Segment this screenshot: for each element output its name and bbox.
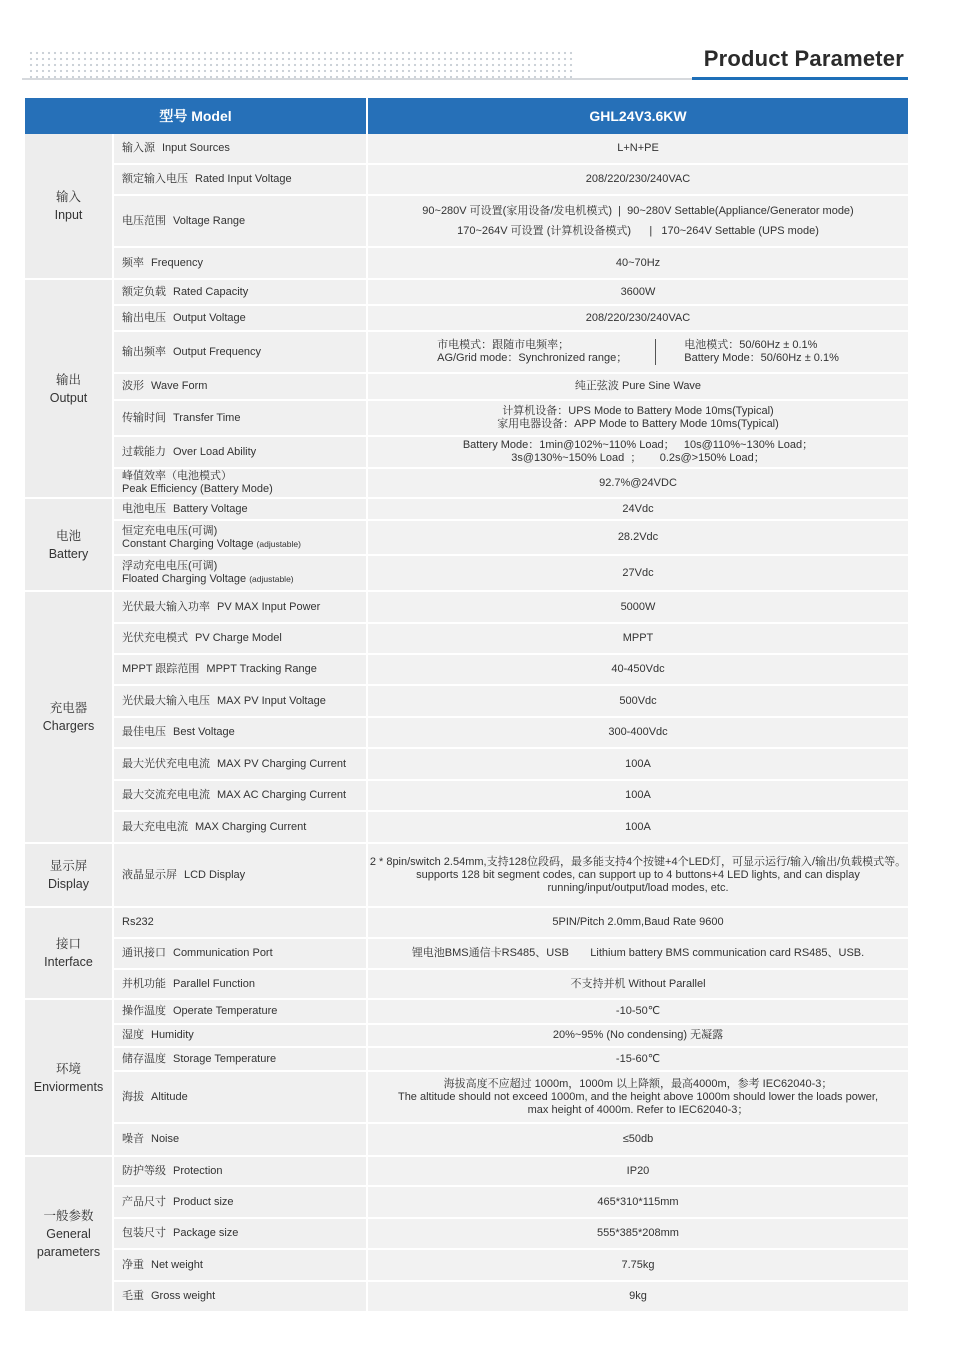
- group-label-cn: 环境: [55, 1061, 81, 1076]
- param-label: [113, 907, 367, 938]
- param-note: (adjustable): [249, 574, 294, 584]
- param-cn: 输入源: [122, 142, 155, 154]
- value-line: 170~264V 可设置 (计算机设备模式) | 170~264V Settable (UPS mode): [457, 225, 819, 237]
- param-en: Parallel Function: [173, 977, 255, 990]
- param-value: 20%~95% (No condensing) 无凝露: [367, 1024, 908, 1047]
- param-en: MAX PV Input Voltage: [217, 694, 326, 707]
- param-label: [113, 591, 367, 623]
- param-value: 24Vdc: [367, 498, 908, 520]
- table-row: [25, 843, 908, 907]
- param-value: [367, 436, 908, 468]
- param-en: Floated Charging Voltage: [122, 573, 247, 585]
- table-row: [25, 1249, 908, 1281]
- param-cn: 输出频率: [122, 345, 166, 358]
- value-line: Battery Mode：1min@102%~110% Load； 10s@110%~130% Load；: [462, 439, 814, 451]
- param-cn: 最大交流充电电流: [122, 789, 210, 801]
- param-label: [113, 164, 367, 195]
- param-label: [113, 1024, 367, 1047]
- param-label: [113, 748, 367, 780]
- param-cn: 湿度: [122, 1029, 144, 1041]
- group-interface: [25, 907, 113, 999]
- param-label: [113, 938, 367, 969]
- value-line: AG/Grid mode：Synchronized range；: [437, 352, 628, 364]
- param-en: Constant Charging Voltage: [122, 537, 254, 550]
- group-output: [25, 279, 113, 498]
- param-label: [113, 195, 367, 247]
- param-value: [367, 843, 908, 907]
- param-label: [113, 1047, 367, 1071]
- value-line: 90~280V 可设置(家用设备/发电机模式) | 90~280V Settable(Appliance/Generator mode): [422, 205, 854, 217]
- param-label: [113, 247, 367, 279]
- table-row: [25, 1047, 908, 1071]
- param-en: Package size: [173, 1227, 239, 1239]
- param-label: [113, 373, 367, 400]
- param-label: [113, 780, 367, 811]
- group-input: [25, 134, 113, 279]
- param-cn: 毛重: [122, 1290, 144, 1302]
- param-value: 锂电池BMS通信卡RS485、USB Lithium battery BMS communication card RS485、USB.: [367, 938, 908, 969]
- param-value: 40-450Vdc: [367, 654, 908, 685]
- param-value: 208/220/230/240VAC: [367, 305, 908, 331]
- param-label: [113, 811, 367, 843]
- param-value: IP20: [367, 1156, 908, 1186]
- table-row: [25, 591, 908, 623]
- param-value: 100A: [367, 811, 908, 843]
- group-label-en: Input: [54, 208, 83, 222]
- param-cn: 过载能力: [122, 445, 166, 458]
- group-chargers: [25, 591, 113, 843]
- table-row: [25, 436, 908, 468]
- group-environment: [25, 999, 113, 1156]
- param-cn: 额定负载: [122, 285, 166, 298]
- group-label-cn: 充电器: [49, 701, 88, 715]
- table-row: [25, 1156, 908, 1186]
- table-row: [25, 1218, 908, 1249]
- param-en: Operate Temperature: [173, 1005, 278, 1017]
- param-label: [113, 134, 367, 164]
- param-value: 40~70Hz: [367, 247, 908, 279]
- param-label: [113, 436, 367, 468]
- table-row: [25, 164, 908, 195]
- value-line: 电池模式：50/60Hz ± 0.1%: [684, 339, 818, 351]
- param-label: [113, 1249, 367, 1281]
- table-row: [25, 134, 908, 164]
- value-line: running/input/output/load modes, etc.: [547, 881, 729, 894]
- param-en: MAX Charging Current: [195, 820, 307, 833]
- param-label: [113, 1186, 367, 1218]
- param-cn: 防护等级: [122, 1164, 166, 1177]
- param-cn: 最大光伏充电电流: [122, 757, 210, 770]
- param-en: LCD Display: [184, 868, 246, 881]
- param-label: [113, 400, 367, 436]
- table-row: [25, 279, 908, 305]
- param-en: Output Voltage: [173, 311, 246, 324]
- param-value: 7.75kg: [367, 1249, 908, 1281]
- group-label-cn: 电池: [55, 528, 81, 543]
- param-cn: 操作温度: [122, 1005, 166, 1017]
- param-cn: 峰值效率（电池模式）: [122, 470, 232, 482]
- table-row: [25, 1071, 908, 1123]
- param-value: 300-400Vdc: [367, 717, 908, 748]
- table-row: [25, 1281, 908, 1312]
- table-header-row: [25, 98, 908, 134]
- param-en: Battery Voltage: [173, 502, 248, 515]
- param-en: Storage Temperature: [173, 1052, 277, 1065]
- param-value: 9kg: [367, 1281, 908, 1312]
- param-en: Input Sources: [162, 142, 230, 154]
- param-value: [367, 331, 908, 373]
- param-en: Best Voltage: [173, 726, 235, 738]
- table-row: [25, 247, 908, 279]
- param-en: Humidity: [151, 1029, 194, 1041]
- model-value-header: GHL24V3.6KW: [367, 98, 908, 134]
- param-en: Net weight: [151, 1258, 203, 1271]
- param-value: L+N+PE: [367, 134, 908, 164]
- param-en: PV MAX Input Power: [217, 600, 321, 613]
- param-value: 100A: [367, 748, 908, 780]
- table-row: [25, 498, 908, 520]
- param-value: 5000W: [367, 591, 908, 623]
- param-cn: MPPT 跟踪范围: [122, 663, 200, 675]
- group-label-cn: 输出: [55, 372, 81, 387]
- param-cn: 波形: [122, 380, 144, 392]
- split-value: [368, 339, 908, 365]
- param-en: MAX AC Charging Current: [217, 789, 346, 801]
- value-line: 计算机设备：UPS Mode to Battery Mode 10ms(Typical): [502, 405, 774, 417]
- table-row: [25, 1024, 908, 1047]
- param-en: Peak Efficiency (Battery Mode): [122, 483, 273, 495]
- param-cn: 海拔: [122, 1090, 144, 1103]
- param-cn: 光伏充电模式: [122, 632, 188, 644]
- value-line: 3s@130%~150% Load ； 0.2s@>150% Load；: [511, 452, 765, 464]
- param-label: [113, 969, 367, 999]
- param-note: (adjustable): [256, 538, 301, 549]
- param-value: 27Vdc: [367, 555, 908, 591]
- table-row: [25, 907, 908, 938]
- table-row: [25, 685, 908, 717]
- param-en: Over Load Ability: [173, 445, 257, 458]
- param-value: [367, 1071, 908, 1123]
- group-label-en: Output: [49, 390, 88, 405]
- param-cn: 浮动充电电压(可调): [122, 560, 218, 572]
- group-label-cn: 一般参数: [43, 1209, 94, 1223]
- group-label-en: Enviorments: [33, 1079, 104, 1094]
- table-row: [25, 305, 908, 331]
- param-en: Product size: [173, 1195, 234, 1208]
- param-cn: 包装尺寸: [122, 1227, 166, 1239]
- param-en: Transfer Time: [173, 411, 241, 424]
- param-cn: 输出电压: [122, 311, 166, 324]
- param-label: [113, 520, 367, 555]
- param-label: [113, 1218, 367, 1249]
- param-cn: 最大充电电流: [122, 820, 188, 833]
- group-label-en: Battery: [48, 546, 89, 561]
- table-row: [25, 468, 908, 498]
- group-label-en: Chargers: [42, 719, 95, 733]
- param-label: [113, 717, 367, 748]
- param-cn: 频率: [122, 256, 144, 269]
- value-line: max height of 4000m. Refer to IEC62040-3；: [527, 1103, 749, 1116]
- table-row: [25, 938, 908, 969]
- model-header: 型号 Model: [25, 98, 367, 134]
- param-value: 92.7%@24VDC: [367, 468, 908, 498]
- param-value: 5PIN/Pitch 2.0mm,Baud Rate 9600: [367, 907, 908, 938]
- param-value: 纯正弦波 Pure Sine Wave: [367, 373, 908, 400]
- page-header: [22, 46, 908, 80]
- table-row: [25, 520, 908, 555]
- param-en: Noise: [151, 1133, 180, 1145]
- dot-pattern-decoration: [28, 50, 574, 78]
- param-value: [367, 195, 908, 247]
- param-en: Protection: [173, 1164, 223, 1177]
- param-value: 100A: [367, 780, 908, 811]
- param-cn: 电池电压: [122, 502, 166, 515]
- table-row: [25, 195, 908, 247]
- param-label: [113, 623, 367, 654]
- table-row: [25, 373, 908, 400]
- param-value: 500Vdc: [367, 685, 908, 717]
- group-label-cn: 输入: [55, 190, 81, 204]
- param-cn: 传输时间: [122, 411, 166, 424]
- param-en: MPPT Tracking Range: [206, 663, 317, 675]
- table-row: [25, 1123, 908, 1156]
- table-row: [25, 811, 908, 843]
- param-cn: 产品尺寸: [122, 1195, 166, 1208]
- param-value: 28.2Vdc: [367, 520, 908, 555]
- spec-table: [25, 98, 908, 1313]
- param-label: [113, 1123, 367, 1156]
- param-cn: 电压范围: [122, 214, 166, 227]
- param-value: 555*385*208mm: [367, 1218, 908, 1249]
- param-label: [113, 498, 367, 520]
- group-general: [25, 1156, 113, 1312]
- param-cn: 液晶显示屏: [122, 868, 177, 881]
- param-en: PV Charge Model: [195, 632, 282, 644]
- param-en: Rated Capacity: [173, 285, 249, 298]
- param-cn: 净重: [122, 1258, 144, 1271]
- param-cn: 光伏最大输入电压: [122, 694, 210, 707]
- param-value: ≤50db: [367, 1123, 908, 1156]
- value-line: 2 * 8pin/switch 2.54mm,支持128位段码，最多能支持4个按键+4个LED灯，可显示运行/输入/输出/负载模式等。: [369, 855, 907, 868]
- param-cn: 储存温度: [122, 1052, 166, 1065]
- table-row: [25, 623, 908, 654]
- param-value: 465*310*115mm: [367, 1186, 908, 1218]
- param-label: [113, 468, 367, 498]
- value-line: 市电模式：跟随市电频率；: [437, 339, 570, 351]
- group-battery: [25, 498, 113, 591]
- group-display: [25, 843, 113, 907]
- param-label: [113, 331, 367, 373]
- table-row: [25, 748, 908, 780]
- table-row: [25, 331, 908, 373]
- param-label: [113, 685, 367, 717]
- param-value: 不支持并机 Without Parallel: [367, 969, 908, 999]
- param-label: [113, 1281, 367, 1312]
- param-value: MPPT: [367, 623, 908, 654]
- table-row: [25, 400, 908, 436]
- group-label-en: General: [46, 1227, 91, 1241]
- param-label: [113, 1071, 367, 1123]
- param-en: Altitude: [151, 1090, 188, 1103]
- table-row: [25, 654, 908, 685]
- table-row: [25, 555, 908, 591]
- header-accent-line: [692, 77, 908, 80]
- param-en: Communication Port: [173, 947, 273, 959]
- group-label-en: Interface: [44, 955, 93, 969]
- table-row: [25, 1186, 908, 1218]
- group-label-cn: 接口: [55, 937, 81, 951]
- param-cn: 恒定充电电压(可调): [122, 524, 218, 537]
- value-line: 海拔高度不应超过 1000m，1000m 以上降额，最高4000m，参考 IEC62040-3；: [443, 1077, 833, 1090]
- param-en: Rs232: [122, 916, 154, 928]
- param-en: Output Frequency: [173, 345, 262, 358]
- param-cn: 噪音: [122, 1133, 144, 1145]
- value-line: Battery Mode：50/60Hz ± 0.1%: [684, 352, 839, 364]
- page-title: Product Parameter: [703, 46, 904, 71]
- param-cn: 光伏最大输入功率: [122, 600, 210, 613]
- group-label-en: parameters: [36, 1245, 101, 1259]
- param-en: Rated Input Voltage: [195, 173, 292, 185]
- param-label: [113, 555, 367, 591]
- param-label: [113, 1156, 367, 1186]
- param-label: [113, 654, 367, 685]
- group-label-cn: 显示屏: [49, 859, 88, 873]
- param-label: [113, 279, 367, 305]
- value-line: 家用电器设备：APP Mode to Battery Mode 10ms(Typical): [497, 418, 779, 430]
- param-en: Voltage Range: [173, 214, 246, 227]
- table-row: [25, 717, 908, 748]
- param-cn: 通讯接口: [122, 947, 166, 959]
- param-cn: 最佳电压: [122, 726, 166, 738]
- table-row: [25, 780, 908, 811]
- param-value: -15-60℃: [367, 1047, 908, 1071]
- param-en: MAX PV Charging Current: [217, 757, 346, 770]
- param-label: [113, 999, 367, 1024]
- group-label-en: Display: [48, 877, 89, 891]
- table-row: [25, 999, 908, 1024]
- param-en: Frequency: [151, 256, 203, 269]
- value-line: The altitude should not exceed 1000m, and the height above 1000m should lower the loads power,: [397, 1090, 879, 1103]
- param-value: -10-50℃: [367, 999, 908, 1024]
- table-row: [25, 969, 908, 999]
- param-value: 3600W: [367, 279, 908, 305]
- param-label: [113, 843, 367, 907]
- param-cn: 额定输入电压: [122, 173, 188, 185]
- param-cn: 并机功能: [122, 977, 166, 990]
- param-value: [367, 400, 908, 436]
- split-left: [437, 339, 655, 365]
- param-label: [113, 305, 367, 331]
- split-right: [656, 339, 839, 365]
- param-en: Wave Form: [151, 380, 208, 392]
- value-line: supports 128 bit segment codes, can support up to 4 buttons+4 LED lights, and can display: [416, 868, 860, 881]
- param-value: 208/220/230/240VAC: [367, 164, 908, 195]
- param-en: Gross weight: [151, 1290, 216, 1302]
